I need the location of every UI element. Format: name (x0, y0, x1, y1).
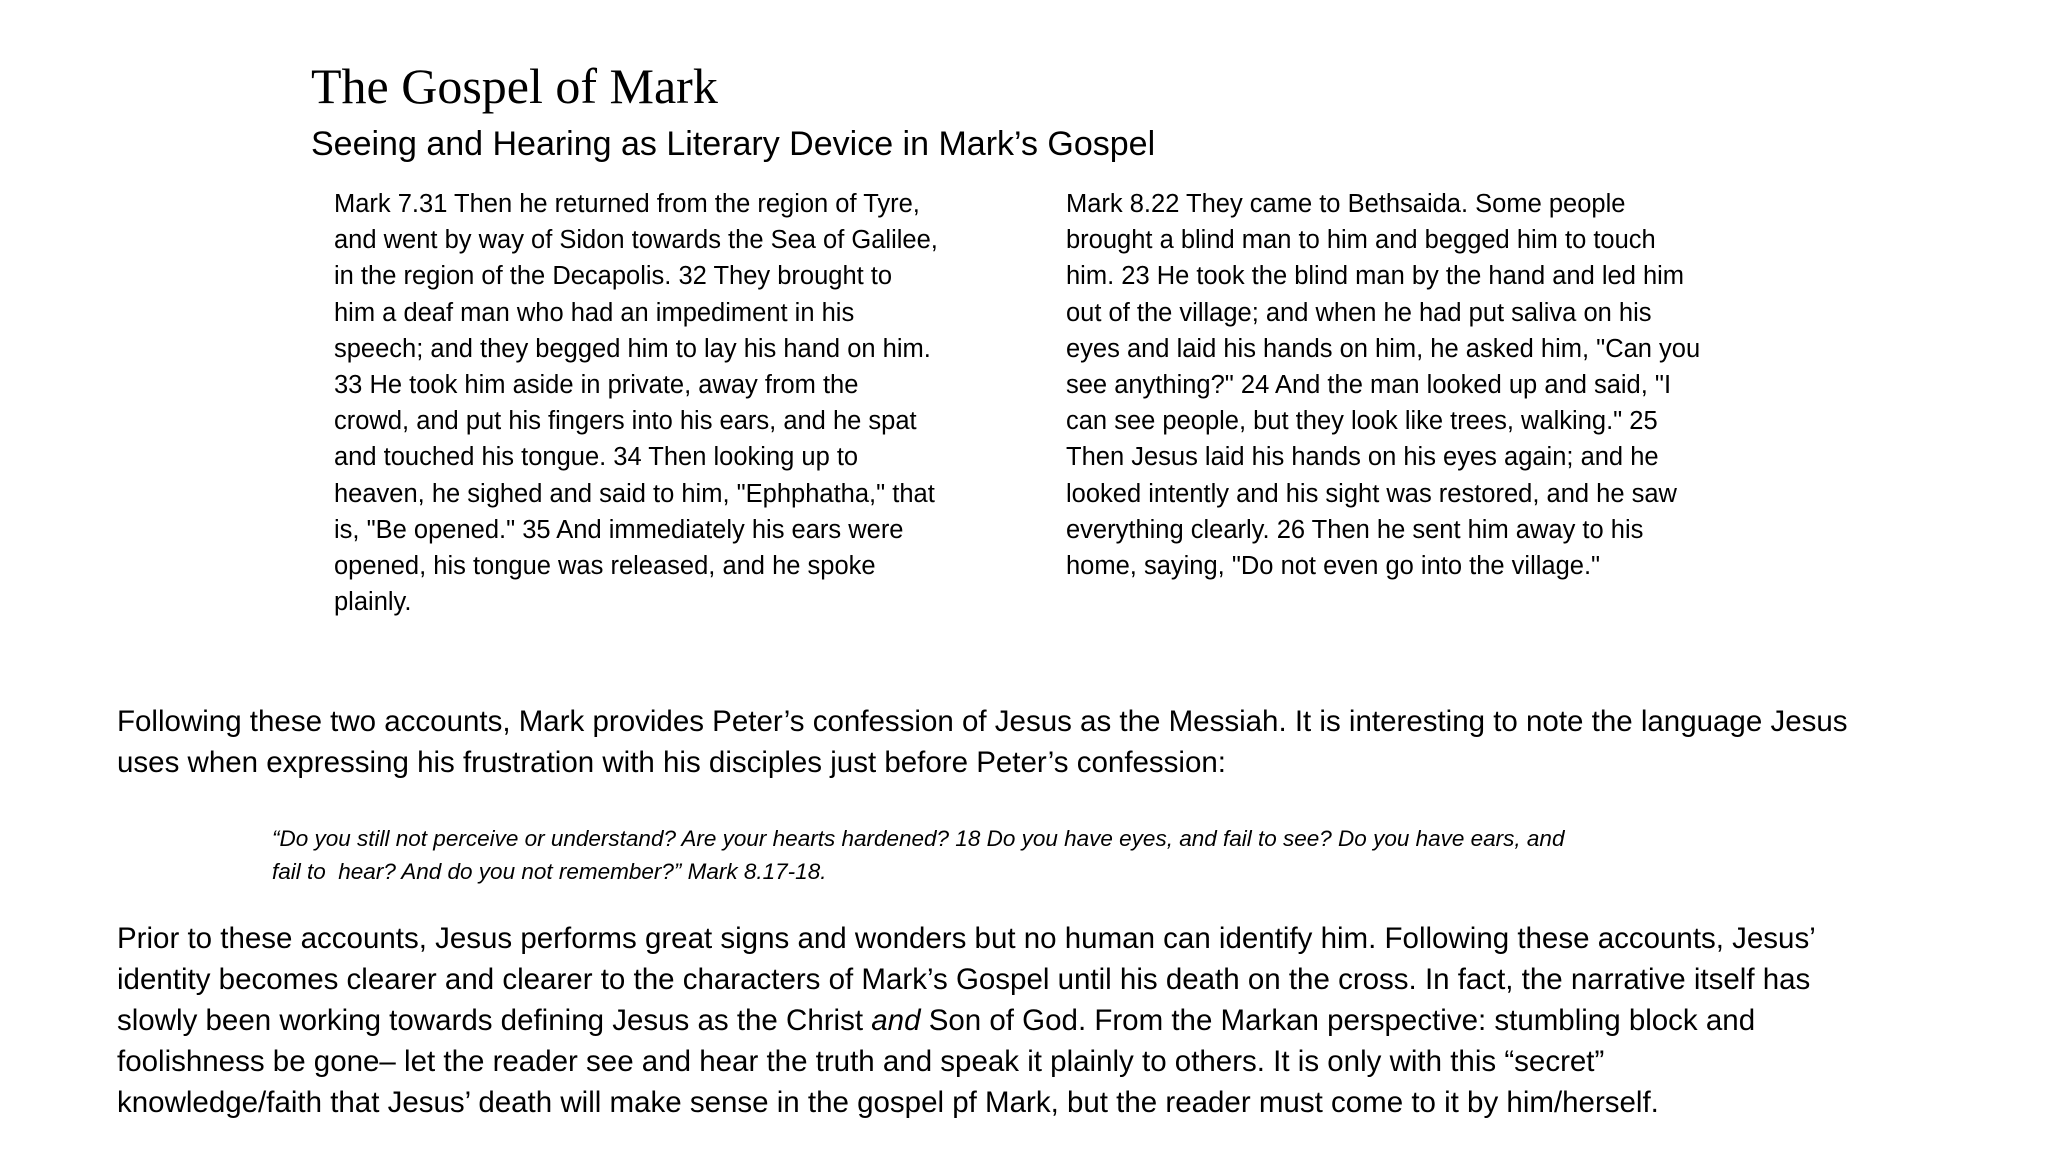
passage-line: eyes and laid his hands on him, he asked him, "Can you (1066, 334, 1701, 363)
passage-line: 33 He took him aside in private, away from the (334, 371, 859, 400)
passage-line: everything clearly. 26 Then he sent him away to his (1066, 515, 1644, 544)
passage-line: is, "Be opened." 35 And immediately his ears were (334, 515, 904, 544)
passage-line: in the region of the Decapolis. 32 They brought to (334, 262, 893, 291)
passage-line: and touched his tongue. 34 Then looking up to (334, 443, 859, 472)
passage-line: Mark 8.22 They came to Bethsaida. Some people (1066, 190, 1626, 218)
scripture-quote (272, 822, 1672, 888)
passage-line: out of the village; and when he had put saliva on his (1066, 298, 1652, 327)
passage-line: him. 23 He took the blind man by the hand and led him (1066, 262, 1685, 291)
passage-line: looked intently and his sight was restored, and he saw (1066, 479, 1677, 508)
paragraph-line (117, 1000, 2017, 1041)
passage-line: him a deaf man who had an impediment in his (334, 298, 855, 327)
quote-line: fail to hear? And do you not remember?” Mark 8.17-18. (272, 859, 827, 884)
intro-paragraph (117, 701, 2017, 783)
passage-line: brought a blind man to him and begged him to touch (1066, 226, 1656, 255)
conclusion-paragraph (117, 918, 2017, 1123)
mark-7-passage (334, 186, 1014, 620)
passage-line: heaven, he sighed and said to him, "Ephphatha," that (334, 479, 935, 508)
slide-title: The Gospel of Mark (311, 58, 718, 114)
passage-line: see anything?" 24 And the man looked up and said, "I (1066, 371, 1672, 400)
paragraph-line: identity becomes clearer and clearer to the characters of Mark’s Gospel until his death on the cross. In fact, the narrative itself has (117, 963, 1811, 996)
emphasis-and: and (871, 1004, 921, 1037)
passage-line: Mark 7.31 Then he returned from the region of Tyre, (334, 190, 920, 218)
text-segment: Son of God. From the Markan perspective: stumbling block and (920, 1004, 1756, 1037)
quote-line: “Do you still not perceive or understand? Are your hearts hardened? 18 Do you have eyes, and fail to see? Do you have ears, and (272, 826, 1565, 851)
passage-line: plainly. (334, 588, 412, 617)
passage-line: opened, his tongue was released, and he spoke (334, 552, 876, 581)
paragraph-line: Prior to these accounts, Jesus performs great signs and wonders but no human can identify him. Following these accounts, Jesus’ (117, 922, 1816, 955)
paragraph-line: Following these two accounts, Mark provides Peter’s confession of Jesus as the Messiah. It is interesting to note the language Jesus (117, 705, 1848, 738)
paragraph-line: uses when expressing his frustration with his disciples just before Peter’s confession: (117, 746, 1226, 779)
mark-8-passage (1066, 186, 1766, 584)
passage-line: and went by way of Sidon towards the Sea of Galilee, (334, 226, 938, 255)
paragraph-line: foolishness be gone– let the reader see and hear the truth and speak it plainly to others. It is only with this “secret” (117, 1045, 1605, 1078)
text-segment: slowly been working towards defining Jesus as the Christ (117, 1004, 872, 1037)
passage-line: crowd, and put his fingers into his ears, and he spat (334, 407, 917, 436)
paragraph-line: knowledge/faith that Jesus’ death will make sense in the gospel pf Mark, but the reader must come to it by him/herself. (117, 1086, 1659, 1119)
passage-line: speech; and they begged him to lay his hand on him. (334, 334, 931, 363)
passage-line: Then Jesus laid his hands on his eyes again; and he (1066, 443, 1659, 472)
passage-line: home, saying, "Do not even go into the village." (1066, 552, 1601, 581)
slide-subtitle: Seeing and Hearing as Literary Device in Mark’s Gospel (311, 125, 1156, 163)
passage-line: can see people, but they look like trees, walking." 25 (1066, 407, 1658, 436)
